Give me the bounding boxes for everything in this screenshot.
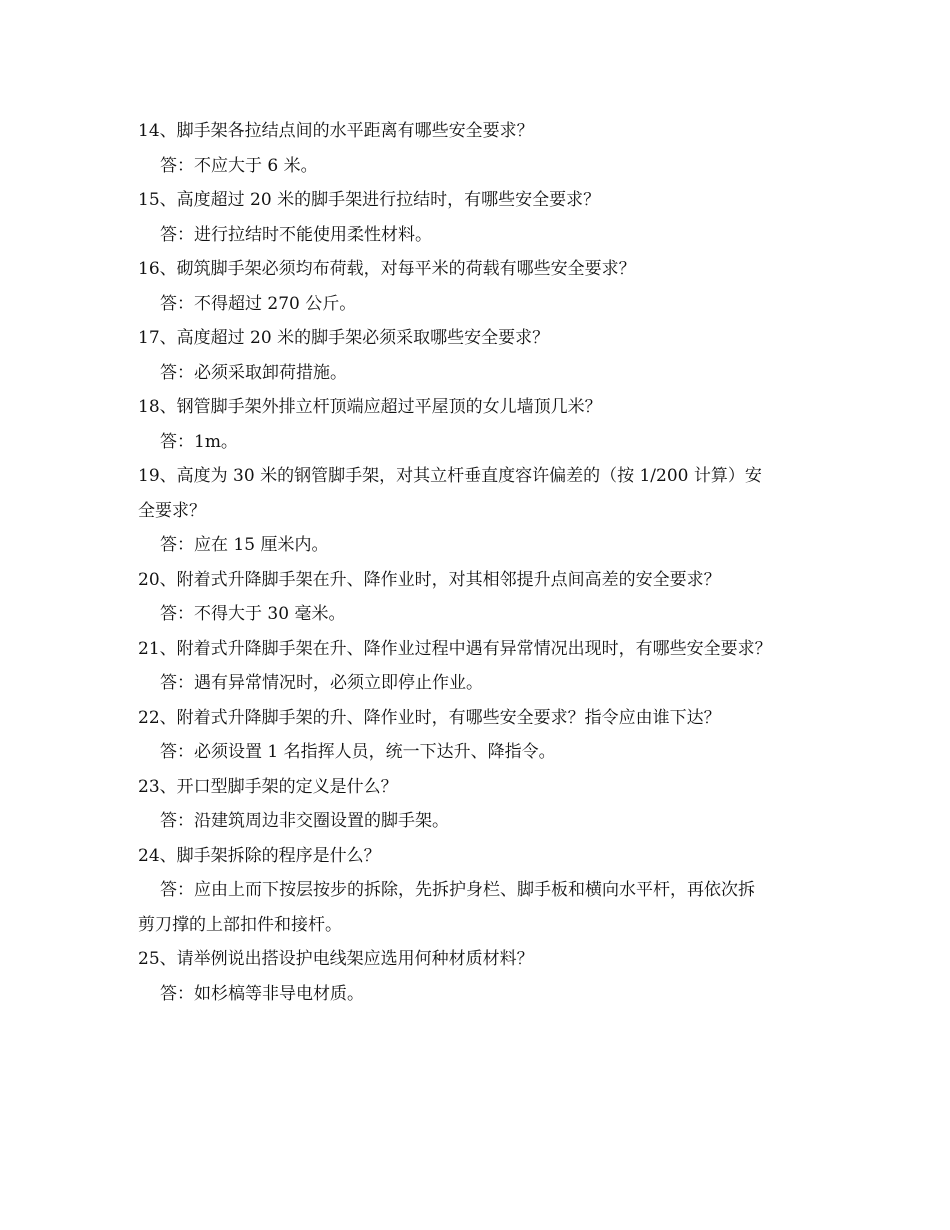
qa-list: [138, 114, 828, 1011]
answer-21: 答：遇有异常情况时，必须立即停止作业。: [160, 673, 483, 693]
qa-item-17: [138, 321, 828, 390]
question-21: 21、附着式升降脚手架在升、降作业过程中遇有异常情况出现时，有哪些安全要求？: [138, 638, 772, 659]
answer-19: 答：应在 15 厘米内。: [160, 535, 329, 555]
qa-item-21: [138, 632, 828, 701]
question-24: 24、脚手架拆除的程序是什么？: [138, 845, 381, 866]
answer-25: 答：如杉槁等非导电材质。: [160, 983, 364, 1004]
qa-item-22: [138, 701, 828, 770]
question-20: 20、附着式升降脚手架在升、降作业时，对其相邻提升点间高差的安全要求？: [138, 569, 721, 590]
question-23: 23、开口型脚手架的定义是什么？: [138, 776, 398, 797]
question-16: 16、砌筑脚手架必须均布荷载，对每平米的荷载有哪些安全要求？: [138, 259, 636, 279]
answer-20: 答：不得大于 30 毫米。: [160, 604, 346, 624]
qa-item-14: [138, 114, 828, 183]
answer-16: 答：不得超过 270 公斤。: [160, 293, 357, 314]
question-22: 22、附着式升降脚手架的升、降作业时，有哪些安全要求？指令应由谁下达？: [138, 707, 721, 728]
answer-17: 答：必须采取卸荷措施。: [160, 362, 347, 383]
qa-item-23: [138, 770, 828, 839]
answer-18: 答：1m。: [160, 431, 238, 452]
question-17: 17、高度超过 20 米的脚手架必须采取哪些安全要求？: [138, 328, 550, 348]
answer-22: 答：必须设置 1 名指挥人员，统一下达升、降指令。: [160, 742, 556, 762]
question-14: 14、脚手架各拉结点间的水平距离有哪些安全要求？: [138, 121, 534, 141]
qa-item-16: [138, 252, 828, 321]
qa-item-20: [138, 563, 828, 632]
answer-15: 答：进行拉结时不能使用柔性材料。: [160, 224, 432, 245]
question-19-continued: 全要求？: [138, 500, 206, 521]
qa-item-24: [138, 839, 828, 943]
question-25: 25、请举例说出搭设护电线架应选用何种材质材料？: [138, 949, 534, 969]
answer-23: 答：沿建筑周边非交圈设置的脚手架。: [160, 811, 449, 831]
qa-item-15: [138, 183, 828, 252]
qa-item-18: [138, 390, 828, 459]
answer-24: 答：应由上而下按层按步的拆除，先拆护身栏、脚手板和横向水平杆，再依次拆: [160, 880, 755, 900]
question-15: 15、高度超过 20 米的脚手架进行拉结时，有哪些安全要求？: [138, 190, 601, 210]
qa-item-19: [138, 459, 828, 563]
answer-24-continued: 剪刀撑的上部扣件和接杆。: [138, 914, 342, 935]
question-18: 18、钢管脚手架外排立杆顶端应超过平屋顶的女儿墙顶几米？: [138, 397, 602, 417]
answer-14: 答：不应大于 6 米。: [160, 155, 318, 176]
question-19: 19、高度为 30 米的钢管脚手架，对其立杆垂直度容许偏差的（按 1/200 计算）安: [138, 466, 762, 486]
qa-item-25: [138, 942, 828, 1011]
